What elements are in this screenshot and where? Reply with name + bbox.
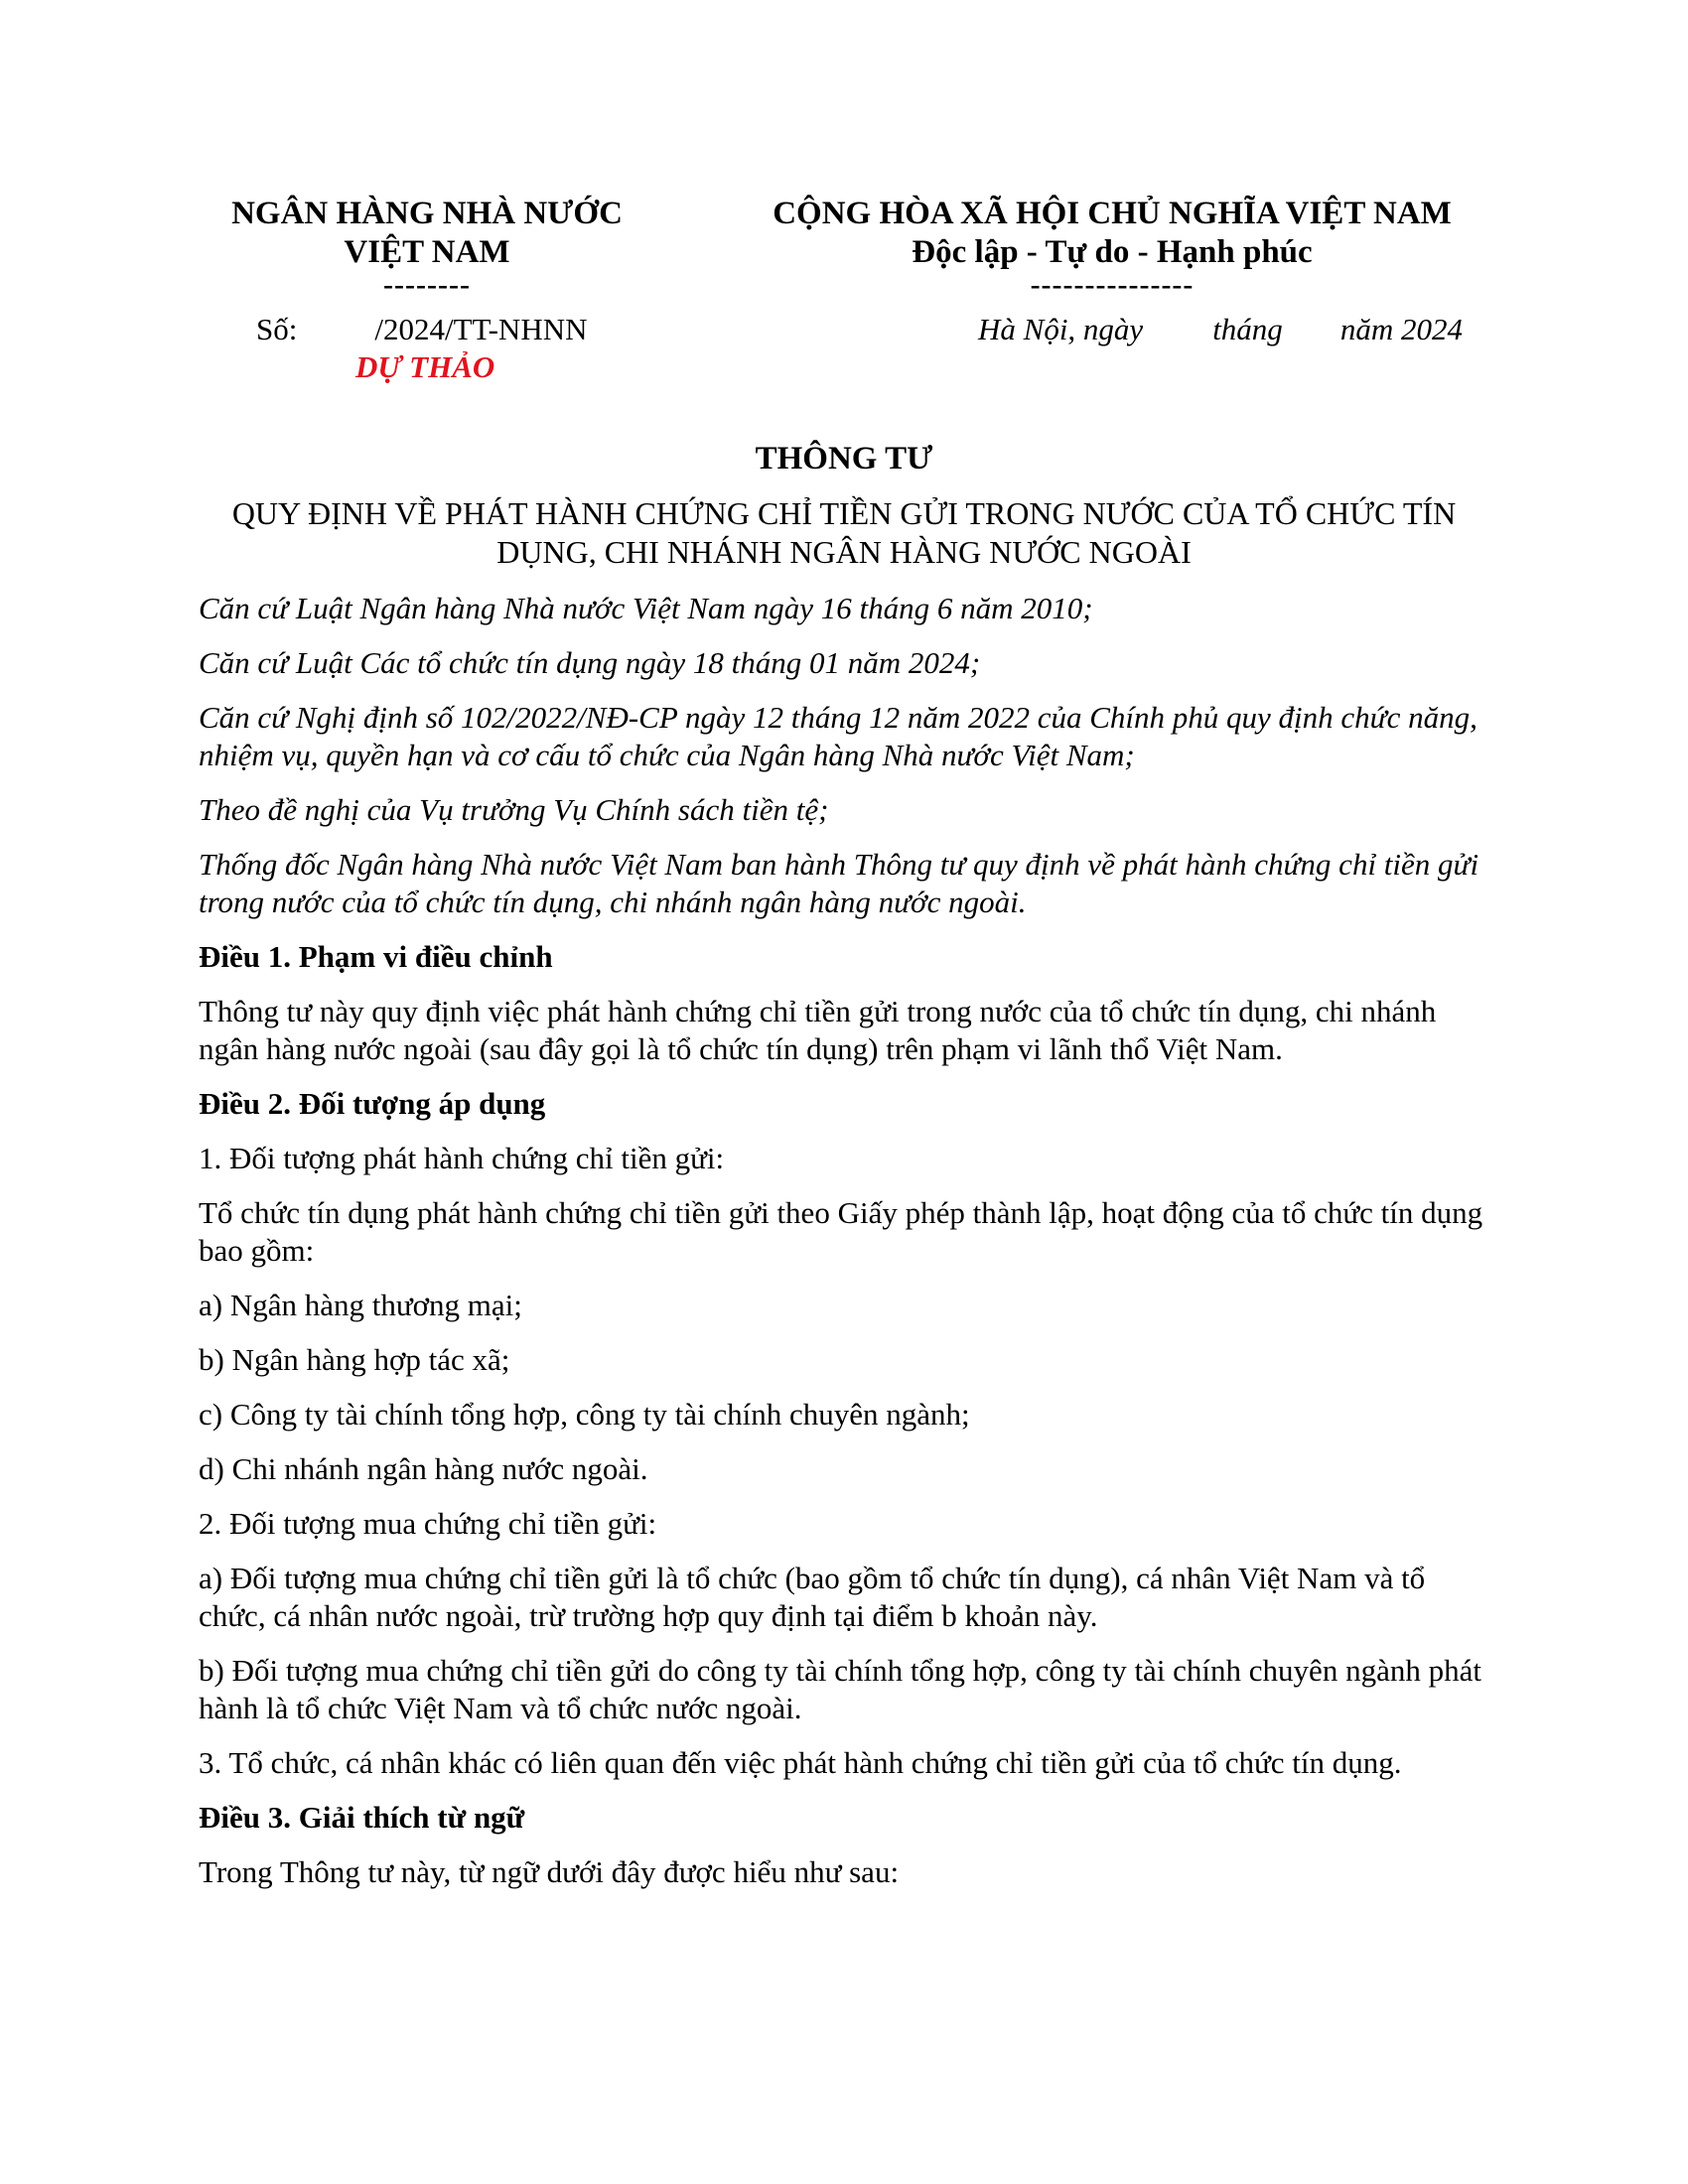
- date-place: Hà Nội, ngày: [978, 312, 1144, 346]
- document-title-line1: QUY ĐỊNH VỀ PHÁT HÀNH CHỨNG CHỈ TIỀN GỬI TRONG NƯỚC CỦA TỔ CHỨC TÍN: [231, 495, 1457, 531]
- document-date: [978, 312, 1463, 347]
- document-body: [199, 590, 1499, 1908]
- list-item: d) Chi nhánh ngân hàng nước ngoài.: [199, 1451, 648, 1486]
- list-item: a) Ngân hàng thương mại;: [199, 1288, 522, 1322]
- list-item: b) Ngân hàng hợp tác xã;: [199, 1342, 510, 1377]
- list-item: c) Công ty tài chính tổng hợp, công ty tài chính chuyên ngành;: [199, 1397, 970, 1432]
- article-2-clause-3: 3. Tổ chức, cá nhân khác có liên quan đến việc phát hành chứng chỉ tiền gửi của tổ chức tín dụng.: [199, 1745, 1402, 1780]
- agency-separator: --------: [383, 268, 471, 301]
- article-2-clause-1-text: Tổ chức tín dụng phát hành chứng chỉ tiền gửi theo Giấy phép thành lập, hoạt động của tổ chức tín dụng bao gồm:: [199, 1195, 1483, 1268]
- document-type: THÔNG TƯ: [755, 441, 933, 477]
- list-item: b) Đối tượng mua chứng chỉ tiền gửi do công ty tài chính tổng hợp, công ty tài chính chuyên ngành phát hành là tổ chức Việt Nam và tổ chức nước ngoài.: [199, 1653, 1481, 1725]
- agency-name-line1: NGÂN HÀNG NHÀ NƯỚC: [231, 196, 623, 231]
- article-1-heading: Điều 1. Phạm vi điều chỉnh: [199, 939, 553, 974]
- date-year: năm 2024: [1339, 312, 1463, 346]
- article-2-clause-1: 1. Đối tượng phát hành chứng chỉ tiền gửi:: [199, 1141, 725, 1175]
- preamble-paragraph: Căn cứ Nghị định số 102/2022/NĐ-CP ngày 12 tháng 12 năm 2022 của Chính phủ quy định chức năng, nhiệm vụ, quyền hạn và cơ cấu tổ chức của Ngân hàng Nhà nước Việt Nam;: [199, 700, 1477, 772]
- nation-motto: Độc lập - Tự do - Hạnh phúc: [912, 234, 1313, 270]
- draft-label: DỰ THẢO: [355, 349, 495, 384]
- list-item: a) Đối tượng mua chứng chỉ tiền gửi là tổ chức (bao gồm tổ chức tín dụng), cá nhân Việt Nam và tổ chức, cá nhân nước ngoài, trừ trường hợp quy định tại điểm b khoản này.: [199, 1561, 1426, 1633]
- issuing-agency-block: [199, 195, 655, 301]
- date-month: tháng: [1212, 312, 1283, 346]
- preamble-paragraph: Căn cứ Luật Các tổ chức tín dụng ngày 18 tháng 01 năm 2024;: [199, 645, 981, 680]
- article-2-heading: Điều 2. Đối tượng áp dụng: [199, 1086, 546, 1121]
- document-title-line2: DỤNG, CHI NHÁNH NGÂN HÀNG NƯỚC NGOÀI: [496, 534, 1192, 570]
- article-3-heading: Điều 3. Giải thích từ ngữ: [199, 1800, 525, 1835]
- nation-name: CỘNG HÒA XÃ HỘI CHỦ NGHĨA VIỆT NAM: [773, 196, 1452, 231]
- document-title: [179, 494, 1509, 572]
- article-3-text: Trong Thông tư này, từ ngữ dưới đây được hiểu như sau:: [199, 1854, 900, 1889]
- agency-name-line2: VIỆT NAM: [344, 234, 510, 270]
- national-motto-block: [725, 195, 1499, 301]
- document-number-value: /2024/TT-NHNN: [374, 312, 588, 346]
- document-number-label: Số:: [256, 312, 298, 346]
- preamble-paragraph: Theo đề nghị của Vụ trưởng Vụ Chính sách tiền tệ;: [199, 792, 829, 827]
- document-number: [256, 312, 587, 347]
- article-1-text: Thông tư này quy định việc phát hành chứng chỉ tiền gửi trong nước của tổ chức tín dụng, chi nhánh ngân hàng nước ngoài (sau đây gọi là tổ chức tín dụng) trên phạm vi lãnh thổ Việt Nam.: [199, 994, 1437, 1066]
- preamble-paragraph: Căn cứ Luật Ngân hàng Nhà nước Việt Nam ngày 16 tháng 6 năm 2010;: [199, 591, 1093, 625]
- preamble-paragraph: Thống đốc Ngân hàng Nhà nước Việt Nam ban hành Thông tư quy định về phát hành chứng chỉ tiền gửi trong nước của tổ chức tín dụng, chi nhánh ngân hàng nước ngoài.: [199, 847, 1479, 919]
- article-2-clause-2: 2. Đối tượng mua chứng chỉ tiền gửi:: [199, 1506, 657, 1541]
- nation-separator: ---------------: [1030, 268, 1195, 301]
